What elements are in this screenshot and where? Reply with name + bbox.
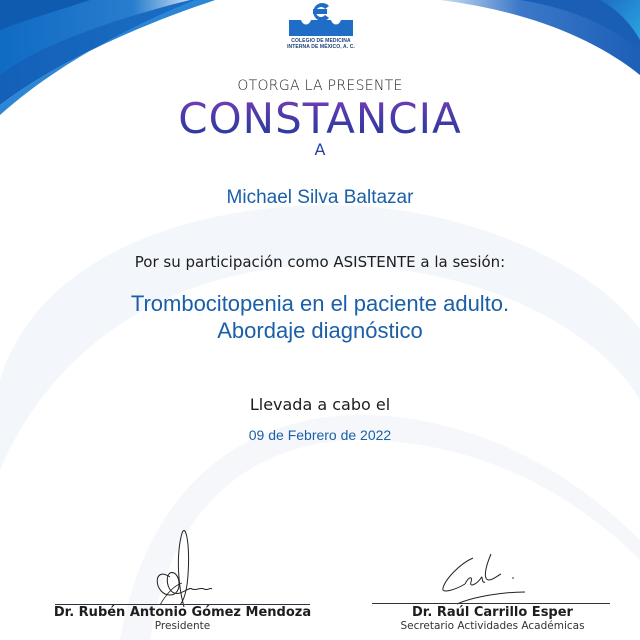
signatory-name: Dr. Raúl Carrillo Esper [412,605,573,620]
intro-text: OTORGA LA PRESENTE [237,78,403,94]
signature-secretary-icon [435,550,545,605]
session-title [0,290,640,344]
session-title-line-1: Trombocitopenia en el paciente adulto. [130,291,510,316]
participation-text: Por su participación como ASISTENTE a la sesión: [134,253,506,271]
logo-line-2: INTERNA DE MÉXICO, A. C. [287,44,355,50]
signature-block-secretary [365,605,620,632]
event-date: 09 de Febrero de 2022 [248,427,392,443]
logo-text [262,38,380,50]
signature-president-icon [140,525,220,610]
held-label: Llevada a cabo el [249,395,391,414]
signature-block-president [30,605,335,632]
session-title-line-2: Abordaje diagnóstico [217,318,423,343]
signatory-role: Presidente [154,620,211,632]
to-label: A [314,140,326,159]
certificate-title: CONSTANCIA [0,95,640,143]
recipient-name: Michael Silva Baltazar [226,187,414,208]
signatory-role: Secretario Actividades Académicas [400,620,585,632]
signatory-name: Dr. Rubén Antonio Gómez Mendoza [53,605,312,620]
logo-line-1: COLEGIO DE MEDICINA [291,38,351,44]
signature-line-secretary [372,603,610,604]
